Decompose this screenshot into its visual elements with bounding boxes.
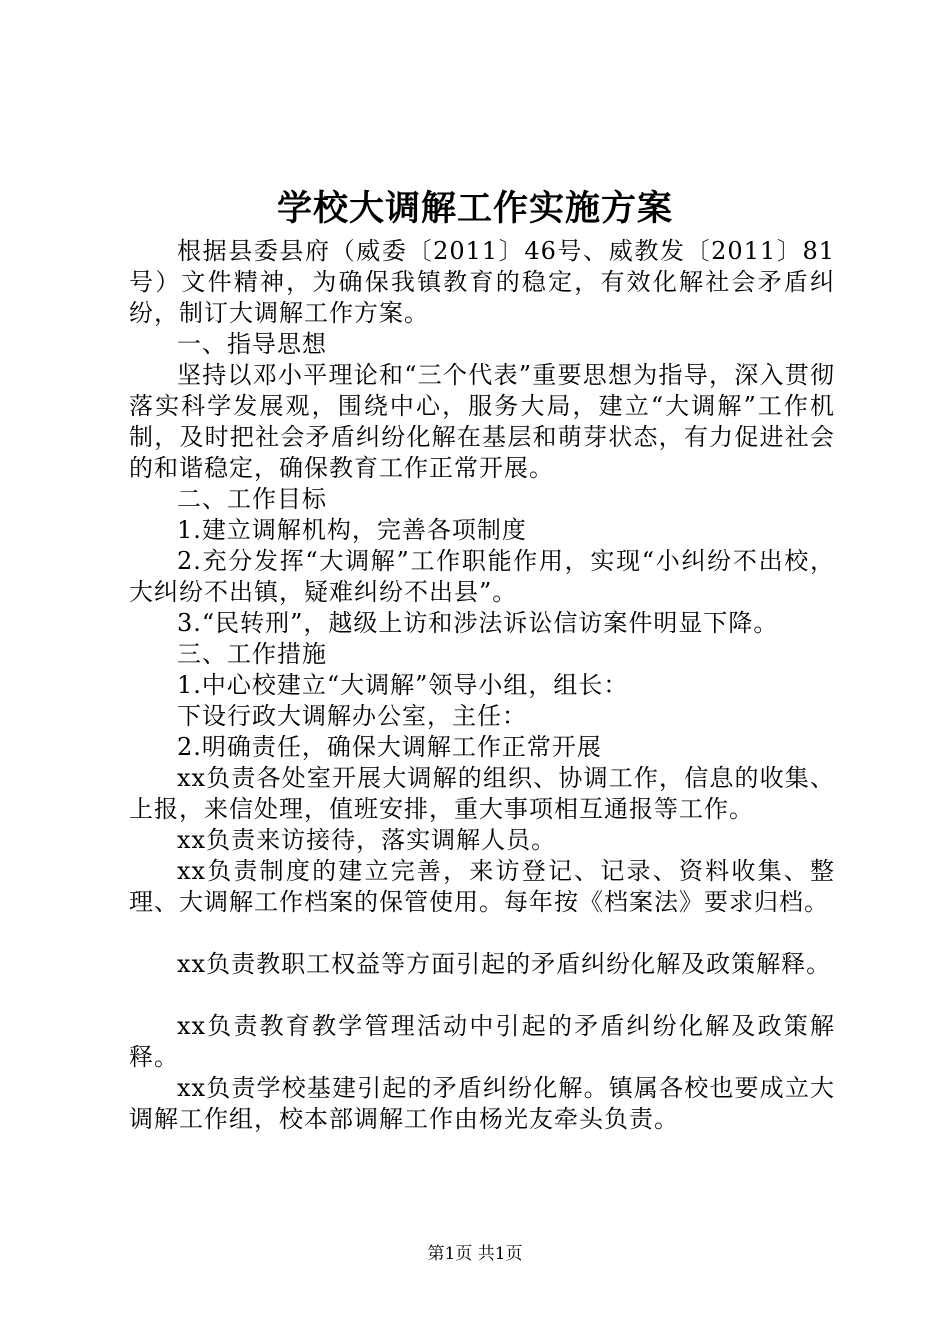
goal-item-2: 2.充分发挥“大调解”工作职能作用，实现“小纠纷不出校，大纠纷不出镇，疑难纠纷不出县”。 bbox=[129, 547, 835, 606]
goal-item-1: 1.建立调解机构，完善各项制度 bbox=[177, 516, 527, 544]
heading-guiding-ideology: 一、指导思想 bbox=[177, 330, 327, 358]
paragraph-guiding-ideology: 坚持以邓小平理论和“三个代表”重要思想为指导，深入贯彻落实科学发展观，围绕中心，服务大局，建立“大调解”工作机制，及时把社会矛盾纠纷化解在基层和萌芽状态，有力促进社会的和谐稳定，确保教育工作正常开展。 bbox=[129, 361, 835, 482]
heading-work-measures: 三、工作措施 bbox=[177, 640, 327, 668]
responsibility-coordination: xx负责各处室开展大调解的组织、协调工作，信息的收集、上报，来信处理，值班安排，重大事项相互通报等工作。 bbox=[129, 764, 835, 823]
page-footer: 第1页 共1页 bbox=[427, 1244, 523, 1264]
paragraph-intro: 根据县委县府（威委〔2011〕46号、威教发〔2011〕81号）文件精神，为确保我镇教育的稳定，有效化解社会矛盾纠纷，制订大调解工作方案。 bbox=[129, 237, 835, 327]
measure-office-line: 下设行政大调解办公室，主任： bbox=[177, 702, 527, 730]
responsibility-staff-rights: xx负责教职工权益等方面引起的矛盾纠纷化解及政策解释。 bbox=[177, 950, 832, 978]
document-title: 学校大调解工作实施方案 bbox=[276, 188, 673, 229]
heading-work-goals: 二、工作目标 bbox=[177, 485, 327, 513]
responsibility-construction: xx负责学校基建引起的矛盾纠纷化解。镇属各校也要成立大调解工作组，校本部调解工作由杨光友牵头负责。 bbox=[129, 1074, 835, 1133]
measure-item-2: 2.明确责任，确保大调解工作正常开展 bbox=[177, 733, 602, 761]
responsibility-reception: xx负责来访接待，落实调解人员。 bbox=[177, 826, 557, 854]
goal-item-3: 3.“民转刑”，越级上访和涉法诉讼信访案件明显下降。 bbox=[177, 609, 779, 637]
responsibility-records: xx负责制度的建立完善，来访登记、记录、资料收集、整理、大调解工作档案的保管使用。每年按《档案法》要求归档。 bbox=[129, 857, 835, 916]
measure-item-1: 1.中心校建立“大调解”领导小组，组长： bbox=[177, 671, 629, 699]
responsibility-teaching-management: xx负责教育教学管理活动中引起的矛盾纠纷化解及政策解释。 bbox=[129, 1012, 835, 1071]
document-body bbox=[129, 236, 835, 1135]
